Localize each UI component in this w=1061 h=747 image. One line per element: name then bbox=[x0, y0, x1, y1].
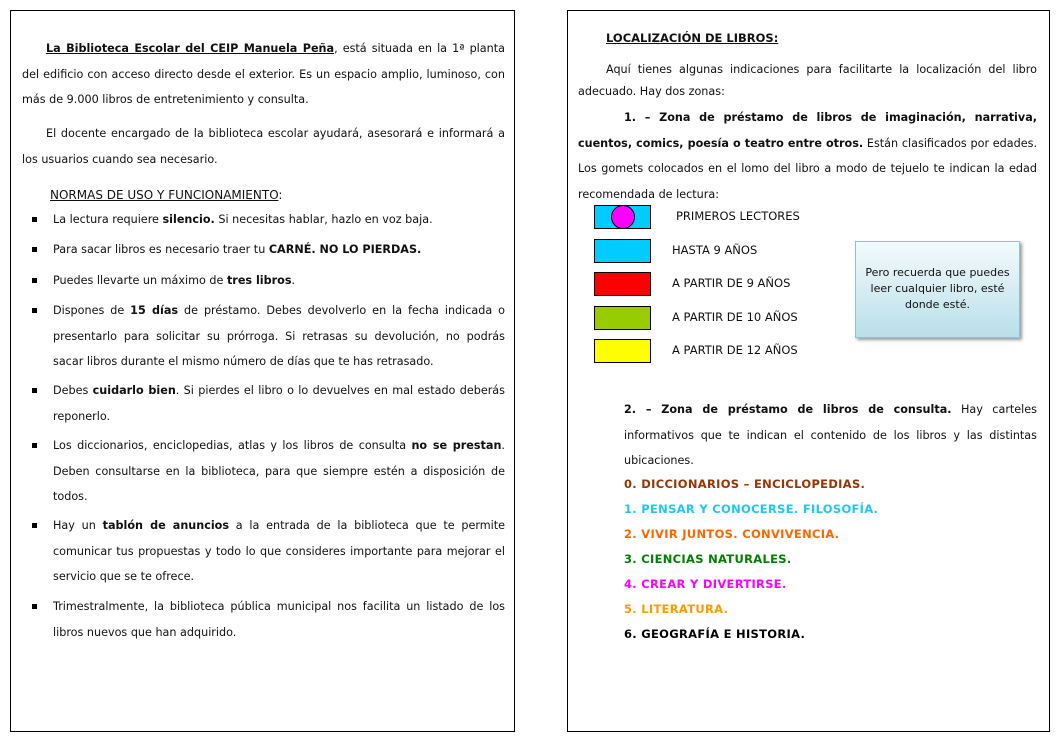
location-intro: Aquí tienes algunas indicaciones para facilitarte la localización del libro adecuado. Hay dos zonas: bbox=[578, 63, 1037, 98]
rule-text: La lectura requiere bbox=[53, 213, 163, 226]
location-heading-text: LOCALIZACIÓN DE LIBROS: bbox=[606, 31, 779, 45]
age-label: PRIMEROS LECTORES bbox=[676, 209, 800, 223]
rule-text: . Deben consultarse en la biblioteca, para que siempre estén a disposición de todos. bbox=[53, 439, 505, 503]
rule-text: Trimestralmente, la biblioteca pública municipal nos facilita un listado de los libros nuevos que han adquirido. bbox=[53, 600, 505, 639]
rule-item bbox=[53, 513, 505, 590]
rule-text: Debes bbox=[53, 384, 93, 397]
age-color-swatch bbox=[594, 339, 651, 363]
rule-text: a la entrada de la biblioteca que te permite comunicar tus propuestas y todo lo que consideres importante para mejorar el servicio que se te ofrece. bbox=[53, 519, 506, 583]
zone2-text: Hay carteles informativos que te indican el contenido de los libros y las distintas ubicaciones. bbox=[624, 403, 1038, 467]
rule-emphasis: no se prestan bbox=[411, 439, 502, 452]
rule-item bbox=[53, 207, 505, 233]
bullet-icon bbox=[32, 443, 37, 448]
age-color-swatch bbox=[594, 272, 651, 296]
rule-item bbox=[53, 298, 505, 375]
age-color-swatch bbox=[594, 205, 651, 229]
bullet-icon bbox=[32, 388, 37, 393]
zone2-paragraph bbox=[624, 397, 1037, 474]
rule-text: de préstamo. Debes devolverlo en la fecha indicada o presentarlo para solicitar su prórroga. Si retrasas su devolución, no podrás sacar libros durante el mismo número de días que te has retrasado. bbox=[53, 304, 506, 368]
rule-emphasis: silencio. bbox=[162, 213, 215, 226]
rule-emphasis: CARNÉ. NO LO PIERDAS. bbox=[268, 243, 422, 256]
zone1-text: Están clasificados por edades. Los gomets colocados en el lomo del libro a modo de tejuelo te indican la edad recomendada de lectura: bbox=[578, 136, 1038, 201]
category-item: 1. PENSAR Y CONOCERSE. FILOSOFÍA. bbox=[624, 502, 879, 516]
bullet-icon bbox=[32, 604, 37, 609]
intro-text: , está situada en la 1ª planta del edificio con acceso directo desde el exterior. Es un espacio amplio, luminoso, con más de 9.000 libros de entretenimiento y consulta. bbox=[22, 42, 505, 106]
rules-colon: : bbox=[278, 188, 283, 202]
dot-icon bbox=[611, 205, 635, 229]
age-label: A PARTIR DE 9 AÑOS bbox=[672, 276, 791, 290]
rules-heading bbox=[50, 183, 282, 209]
bullet-icon bbox=[32, 523, 37, 528]
bullet-icon bbox=[32, 308, 37, 313]
category-item: 4. CREAR Y DIVERTIRSE. bbox=[624, 577, 787, 591]
age-label: A PARTIR DE 10 AÑOS bbox=[672, 310, 798, 324]
rule-text: Puedes llevarte un máximo de bbox=[53, 274, 227, 287]
rule-emphasis: 15 días bbox=[130, 304, 179, 317]
zone1-title: 1. – Zona de préstamo de libros de imaginación, narrativa, cuentos, comics, poesía o teatro entre otros. bbox=[578, 111, 1037, 150]
library-name: La Biblioteca Escolar del CEIP Manuela Peña bbox=[46, 42, 335, 55]
age-label: HASTA 9 AÑOS bbox=[672, 243, 758, 257]
age-label: A PARTIR DE 12 AÑOS bbox=[672, 343, 798, 357]
rule-text: . Si pierdes el libro o lo devuelves en mal estado deberás reponerlo. bbox=[53, 384, 505, 423]
bullet-icon bbox=[32, 217, 37, 222]
rules-heading-text: NORMAS DE USO Y FUNCIONAMIENTO bbox=[50, 188, 279, 202]
rule-text: Para sacar libros es necesario traer tu bbox=[53, 243, 269, 256]
rule-emphasis: tres libros bbox=[226, 274, 292, 287]
category-item: 2. VIVIR JUNTOS. CONVIVENCIA. bbox=[624, 527, 840, 541]
zone1-paragraph bbox=[578, 105, 1037, 207]
rule-item bbox=[53, 594, 505, 645]
rule-emphasis: tablón de anuncios bbox=[102, 519, 230, 532]
category-item: 3. CIENCIAS NATURALES. bbox=[624, 552, 792, 566]
rule-text: . bbox=[291, 274, 296, 287]
category-item: 6. GEOGRAFÍA E HISTORIA. bbox=[624, 627, 806, 641]
location-heading bbox=[606, 26, 778, 52]
zone2-title: 2. – Zona de préstamo de libros de consulta. bbox=[624, 403, 952, 416]
rule-text: Dispones de bbox=[53, 304, 131, 317]
rule-item bbox=[53, 237, 505, 263]
category-item: 0. DICCIONARIOS – ENCICLOPEDIAS. bbox=[624, 477, 866, 491]
bullet-icon bbox=[32, 247, 37, 252]
rule-text: Si necesitas hablar, hazlo en voz baja. bbox=[214, 213, 433, 226]
teacher-paragraph: El docente encargado de la biblioteca escolar ayudará, asesorará e informará a los usuarios cuando sea necesario. bbox=[22, 127, 505, 166]
rule-text: Los diccionarios, enciclopedias, atlas y los libros de consulta bbox=[53, 439, 412, 452]
rule-item bbox=[53, 378, 505, 429]
age-color-swatch bbox=[594, 306, 651, 330]
reminder-note: Pero recuerda que puedes leer cualquier libro, esté donde esté. bbox=[855, 241, 1020, 338]
rule-text: Hay un bbox=[53, 519, 103, 532]
intro-paragraph bbox=[22, 36, 505, 113]
age-color-swatch bbox=[594, 239, 651, 263]
rule-item bbox=[53, 433, 505, 510]
rule-item bbox=[53, 268, 505, 294]
category-item: 5. LITERATURA. bbox=[624, 602, 729, 616]
rule-emphasis: cuidarlo bien bbox=[92, 384, 176, 397]
bullet-icon bbox=[32, 278, 37, 283]
